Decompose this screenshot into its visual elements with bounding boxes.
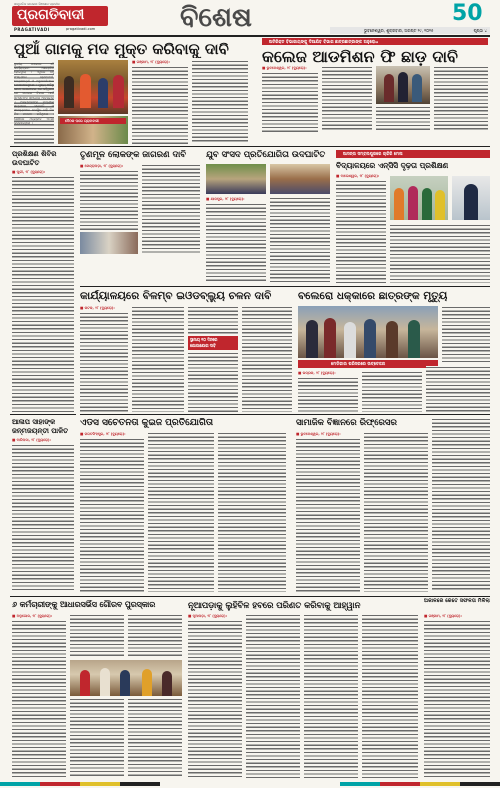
story2-photo [376,66,430,104]
story3-byline: ■ ପୁରୀ, ୨୮ (ବ୍ୟୁରୋ): [12,170,46,174]
story2-kicker [262,38,488,45]
story14-headline[interactable]: ଅକାଳରେ କେତେ ସଫଳତା ମିଳିଲା [424,598,490,604]
story5-photo-2 [270,164,330,194]
divider-1 [10,146,490,147]
story10-col1 [80,438,144,592]
story8-caption [298,360,438,368]
story9-headline[interactable]: ଆଳାପ ସାହାଙ୍କ ଜନ୍ମଜୟନ୍ତୀ ପାଳିତ [12,418,69,435]
story2-col3 [376,106,430,132]
story1-body: ସ୍ଥାନୀୟ ଅଞ୍ଚଳରେ ଏହି କାର୍ଯ୍ୟକ୍ରମ ଆୟୋଜିତ ହୋଇଥିଲା । ଏଥିରେ ବହୁ ସଂଖ୍ୟାରେ ଗ୍ରାମବାସୀ, ଛାତ୍ରଛାତ୍ରୀ ଓ ଅଧିକାରୀମାନେ ଯୋଗଦେଇଥିଲେ । ମୁଖ୍ୟ ଅତିଥି ଭାବେ ଯୋଗଦେଇ ସେ କହିଥିଲେ ଯେ ସମାଜର ବିକାଶ ପାଇଁ ସମସ୍ତଙ୍କ ସହଯୋଗ ଆବଶ୍ୟକ । ଅନ୍ୟମାନଙ୍କ ମଧ୍ୟରେ ସମ୍ପାଦକ, ସଭାପତି ଓ ସଦସ୍ୟମାନେ ଉପସ୍ଥିତ ରହି ନିଜ ନିଜ ମତାମତ ରଖିଥିଲେ । ଶେଷରେ ଧନ୍ୟବାଦ ଅର୍ପଣ କରାଯାଇଥିଲା । [14,62,54,144]
story12-col1 [12,620,66,778]
story2-kicker-text: ଅତିରିକ୍ତ ବିଭାଗୀୟଙ୍କୁ ଦିଆଯିବ ବିଭାଗ ଛାତ୍ରଛାତ୍ରୀଙ୍କ ଅନୁରୋଧ [269,39,379,44]
story7-headline[interactable]: କାର୍ଯ୍ୟାଳୟରେ ବିଳମ୍ବ ଇଓଡବ୍ଲ୍ୟୁ ଚଳନ ଦାବି [80,290,272,302]
story11-col2 [364,432,428,592]
story14-body [424,620,490,778]
story11-col3 [432,418,490,592]
story8-col1 [298,377,358,412]
story9-byline: ■ ବାରିପଦା, ୨୮ (ବ୍ୟୁରୋ): [12,438,51,442]
story6-kicker-text: ଆସନ୍ତା ସମ୍ବଲପୁରରେ ଚାକିରି ମେଳା [343,151,403,156]
masthead-tagline: ସାମ୍ପ୍ରତିକ ଜାଗରଣ ଜିଜ୍ଞାସାର ପ୍ରତୀକ [14,2,60,6]
story12-col3 [70,698,124,778]
story7-callout [188,336,238,350]
story2-col1 [262,72,318,132]
section-title: ବିଶେଷ [180,2,252,33]
story6-headline[interactable]: ବିଦ୍ୟାଳୟରେ ଏନ୍‌ସିସି ଦୃଢ଼ତା ପ୍ରଶିକ୍ଷଣ [336,161,449,170]
story6-photo [390,176,448,220]
logo-text: ପ୍ରଗତିବାଦୀ [17,7,85,23]
page-number: ପୃଷ୍ଠା ୪ [473,28,487,33]
story2-byline: ■ ଭୁବନେଶ୍ୱର, ୨୮ (ବ୍ୟୁରୋ): [262,66,307,70]
story6-photo-2 [452,176,490,220]
story8-col3 [426,366,490,412]
story8-caption-text: ମେଡିକାଲ ପରିସରରେ ଉତ୍ତେଜନା [331,361,386,366]
story13-col3 [304,614,358,778]
story12-photo [70,660,182,696]
story5-headline[interactable]: ଯୁବ ସଂସଦ ପ୍ରତିଯୋଗିତା ଉଦଘାଟିତ [206,150,326,160]
story2-col2 [322,66,372,132]
story6-col1 [336,180,386,283]
date-text: ଭୁବନେଶ୍ୱର, ଶୁକ୍ରବାର, ଅଗଷ୍ଟ ୨୯, ୨୦୨୫ [364,28,434,33]
story12-col4 [128,614,182,658]
story3-headline[interactable]: ପ୍ରଶିକ୍ଷଣ ଶିବିର ଉଦଘାଟିତ [12,150,57,167]
story4-byline: ■ କେନ୍ଦ୍ରାପଡ଼ା, ୨୮ (ବ୍ୟୁରୋ): [80,164,124,168]
story12-col5 [128,698,182,778]
anniversary-number: 50 [452,1,483,26]
story3-body [12,176,74,412]
story7-callout-text: ସ୍ଥାନୀୟ ୧୦ ଦିନରେ ଯୋଗାଯୋଗ ଦାବି [190,337,218,348]
story5-col1 [206,203,266,283]
story7-col3 [188,306,238,334]
story9-body [12,444,74,592]
story11-col1 [296,438,360,592]
story7-byline: ■ କଟକ, ୨୮ (ବ୍ୟୁରୋ): [80,306,115,310]
story8-col2 [362,371,422,412]
story4-headline[interactable]: ତୃଣମୂଳ ଲୋକଙ୍କ ଜାଗରଣ ଦାବି [80,150,187,160]
story4-col2 [142,164,200,254]
story1-headline[interactable]: ପୁଆଁ ଗାମକୁ ମଦ ମୁକ୍ତ କରିବାକୁ ଦାବି [14,40,229,58]
story1-byline: ■ ଗଞ୍ଜାମ, ୨୮ (ବ୍ୟୁରୋ): [132,60,170,64]
date-bar [330,27,490,34]
story12-headline[interactable]: ୬ କର୍ମଚାରୀଙ୍କୁ ଆଧାରସର୍ଭିସ ଗୌରବ ପୁରସ୍କାର [12,600,156,609]
print-registration-bar [0,782,500,786]
story1-photo-2 [58,116,128,144]
story7-col2 [132,306,184,412]
story7-col3b [188,352,238,412]
story8-byline: ■ ଭଦ୍ରକ, ୨୮ (ବ୍ୟୁରୋ): [298,371,336,375]
story10-byline: ■ ଜଗତସିଂହପୁର, ୨୮ (ବ୍ୟୁରୋ): [80,432,126,436]
story5-byline: ■ ଯାଜପୁର, ୨୮ (ବ୍ୟୁରୋ): [206,197,245,201]
anniversary-badge [448,2,488,26]
masthead [0,0,500,36]
story1-col2 [132,66,188,144]
story13-byline: ■ ନୂଆପଡ଼ା, ୨୮ (ବ୍ୟୁରୋ): [188,614,228,618]
story13-headline[interactable]: ନୂଆପଡ଼ାକୁ ଲୁହିବିଳ ହବରେ ପରିଣତ କରିବାକୁ ଆହ୍ୱାନ [188,600,361,610]
story7-col4 [242,306,292,412]
story8-photo [298,306,438,358]
story2-headline[interactable]: କଲେଜ ଆଡମିଶନ ଫି ଛାଡ଼ ଦାବି [262,47,458,66]
story13-col1 [188,620,242,778]
story6-kicker [336,150,490,158]
story8-side [442,306,490,362]
divider-4 [80,414,490,415]
story10-col2 [148,432,214,592]
story6-byline: ■ ବାଲେଶ୍ୱର, ୨୮ (ବ୍ୟୁରୋ): [336,174,380,178]
divider-5 [10,596,490,597]
story12-byline: ■ ଅନୁଗୋଳ, ୨୮ (ବ୍ୟୁରୋ): [12,614,53,618]
story11-byline: ■ ଭୁବନେଶ୍ୱର, ୨୮ (ବ୍ୟୁରୋ): [296,432,341,436]
story14-byline: ■ ଗଞ୍ଜାମ, ୨୮ (ବ୍ୟୁରୋ): [424,614,462,618]
story11-headline[interactable]: ସାମାଜିକ ବିଜ୍ଞାନରେ ରିଫ୍ରେସର [296,418,397,428]
story13-col4 [362,614,418,778]
story7-col1 [80,312,128,412]
story1-photo [58,60,128,114]
story5-col2 [270,197,330,283]
divider-3 [10,414,76,415]
story8-headline[interactable]: ବଲେରୋ ଧକ୍କାରେ ଛାତ୍ରଙ୍କ ମୃତ୍ୟୁ [298,290,448,302]
story4-photo [80,232,138,254]
story5-photo-1 [206,164,266,194]
story12-col2 [70,614,124,658]
divider-2 [80,286,490,287]
story6-col2 [390,224,490,283]
story10-col3 [218,432,286,592]
story13-col2 [246,614,300,778]
story2-col4 [434,66,488,132]
logo-subtitle: PRAGATIVADI [14,27,50,32]
masthead-logo[interactable] [12,6,108,26]
story10-headline[interactable]: ଏଡସ ସଚେତନତା କୁଇଜ ପ୍ରତିଯୋଗିତା [80,418,214,428]
story1-col3 [192,60,248,144]
story1-photo-banner: ବୈଠକ ପରେ ଗ୍ରାମବାସୀ [65,119,99,123]
site-url[interactable]: pragativadi.com [66,27,96,31]
masthead-rule [10,35,490,37]
